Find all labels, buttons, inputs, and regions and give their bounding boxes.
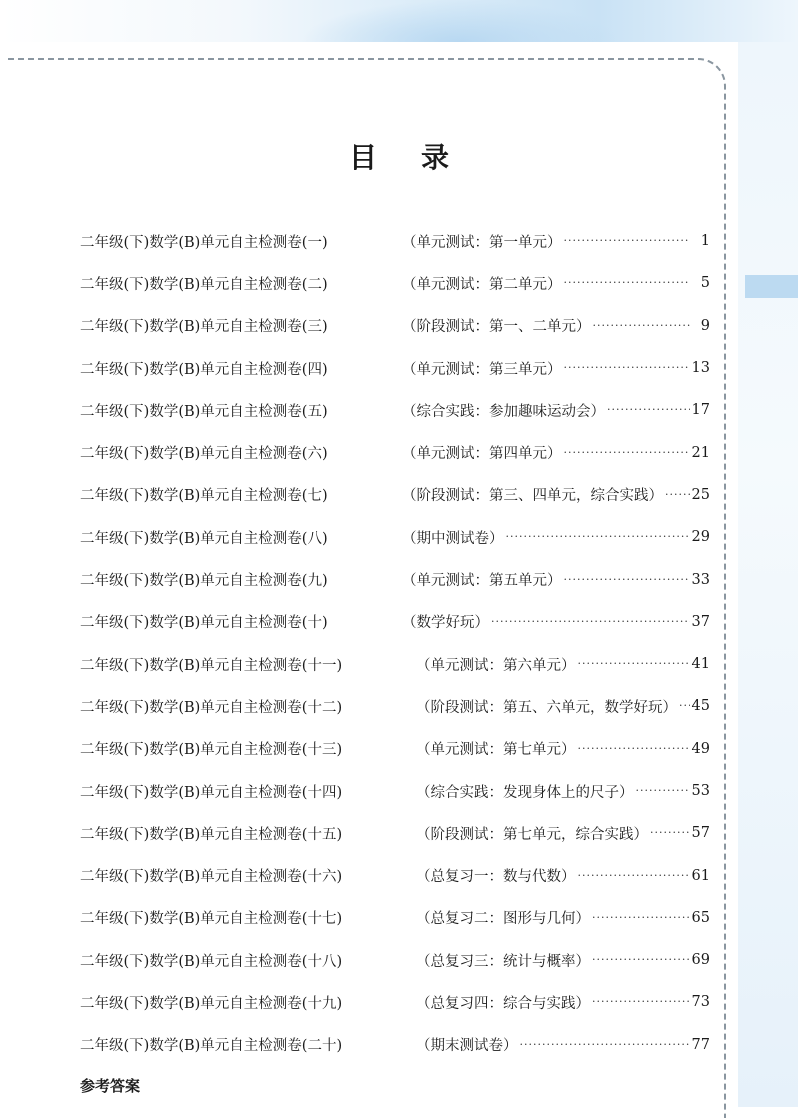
- toc-entry-title: 二年级(下)数学(B)单元自主检测卷(十六): [80, 869, 343, 886]
- toc-entry[interactable]: [80, 685, 710, 727]
- toc-entry[interactable]: [80, 728, 710, 770]
- toc-leader-dots: [592, 953, 690, 967]
- toc-entry-title: 二年级(下)数学(B)单元自主检测卷(六): [80, 446, 328, 463]
- toc-leader-dots: [636, 784, 690, 798]
- toc-entry-desc: （总复习一：数与代数）: [416, 869, 576, 886]
- toc-entry-title: 二年级(下)数学(B)单元自主检测卷(十): [80, 615, 328, 632]
- toc-entry-title: 二年级(下)数学(B)单元自主检测卷(十四): [80, 784, 343, 801]
- toc-entry-title: 二年级(下)数学(B)单元自主检测卷(二十): [80, 1038, 343, 1055]
- toc-entry-title: 二年级(下)数学(B)单元自主检测卷(五): [80, 403, 328, 420]
- toc-entry[interactable]: [80, 558, 710, 600]
- toc-entry[interactable]: [80, 854, 710, 896]
- toc-leader-dots: [564, 234, 691, 248]
- toc-entry[interactable]: [80, 389, 710, 431]
- toc-leader-dots: [650, 826, 690, 840]
- toc-entry-page: 17: [691, 402, 710, 419]
- toc-entry-page: 9: [700, 317, 710, 334]
- toc-entry-title: 二年级(下)数学(B)单元自主检测卷(十二): [80, 699, 343, 716]
- toc-entry-page: 77: [691, 1036, 710, 1053]
- toc-leader-dots: [607, 403, 690, 417]
- toc-entry-desc: （单元测试：第一单元）: [402, 234, 562, 251]
- toc-leader-dots: [578, 742, 690, 756]
- toc-entry-page: 29: [691, 529, 710, 546]
- toc-leader-dots: [564, 276, 691, 290]
- toc-entry-desc: （期末测试卷）: [416, 1038, 518, 1055]
- toc-entry-title: 二年级(下)数学(B)单元自主检测卷(十八): [80, 953, 343, 970]
- toc-entry-desc: （阶段测试：第五、六单元，数学好玩）: [416, 699, 677, 716]
- toc-entry-page: 73: [691, 994, 710, 1011]
- table-of-contents: [80, 220, 710, 1066]
- page-edge-strip: [738, 42, 798, 1107]
- toc-entry-page: 45: [691, 698, 710, 715]
- page-title: 目录: [348, 141, 493, 174]
- toc-entry-title: 二年级(下)数学(B)单元自主检测卷(十一): [80, 657, 343, 674]
- toc-entry-title: 二年级(下)数学(B)单元自主检测卷(三): [80, 319, 328, 336]
- toc-entry[interactable]: [80, 431, 710, 473]
- toc-entry-desc: （数学好玩）: [402, 615, 489, 632]
- toc-entry[interactable]: [80, 643, 710, 685]
- toc-leader-dots: [491, 615, 690, 629]
- toc-leader-dots: [578, 657, 690, 671]
- toc-leader-dots: [578, 869, 690, 883]
- toc-entry-desc: （阶段测试：第三、四单元，综合实践）: [402, 488, 663, 505]
- toc-entry[interactable]: [80, 305, 710, 347]
- toc-entry-page: 1: [700, 233, 710, 250]
- toc-entry-desc: （综合实践：参加趣味运动会）: [402, 403, 605, 420]
- toc-entry-page: 53: [691, 783, 710, 799]
- toc-entry-title: 二年级(下)数学(B)单元自主检测卷(二): [80, 276, 328, 293]
- page-edge-tab: [745, 275, 798, 298]
- toc-entry-desc: （期中测试卷）: [402, 530, 504, 547]
- toc-entry-desc: （单元测试：第七单元）: [416, 742, 576, 759]
- toc-entry-desc: （总复习三：统计与概率）: [416, 953, 590, 970]
- toc-entry-desc: （总复习二：图形与几何）: [416, 911, 590, 928]
- toc-leader-dots: [564, 361, 690, 375]
- toc-entry[interactable]: [80, 220, 710, 262]
- toc-entry-page: 5: [700, 275, 710, 292]
- toc-entry-title: 二年级(下)数学(B)单元自主检测卷(十九): [80, 995, 343, 1012]
- toc-entry-page: 13: [691, 360, 710, 377]
- toc-entry-title: 二年级(下)数学(B)单元自主检测卷(四): [80, 361, 328, 378]
- toc-entry-title: 二年级(下)数学(B)单元自主检测卷(十三): [80, 742, 343, 759]
- toc-entry-page: 57: [691, 825, 710, 842]
- banner-wave: [300, 0, 620, 42]
- answers-heading[interactable]: 参考答案: [80, 1077, 141, 1095]
- toc-entry-desc: （单元测试：第六单元）: [416, 657, 576, 674]
- toc-entry-page: 65: [691, 909, 710, 926]
- toc-entry-title: 二年级(下)数学(B)单元自主检测卷(九): [80, 573, 328, 590]
- toc-entry-page: 41: [691, 656, 710, 673]
- toc-leader-dots: [679, 699, 690, 713]
- toc-entry[interactable]: [80, 1024, 710, 1066]
- toc-entry[interactable]: [80, 516, 710, 558]
- toc-leader-dots: [593, 319, 691, 333]
- toc-entry-desc: （单元测试：第四单元）: [402, 446, 562, 463]
- toc-leader-dots: [506, 530, 690, 544]
- toc-entry-page: 49: [691, 740, 710, 757]
- toc-leader-dots: [592, 911, 690, 925]
- toc-entry-desc: （总复习四：综合与实践）: [416, 995, 590, 1012]
- header-banner: [0, 0, 798, 42]
- toc-leader-dots: [665, 488, 690, 502]
- toc-entry[interactable]: [80, 981, 710, 1023]
- toc-entry-title: 二年级(下)数学(B)单元自主检测卷(十七): [80, 911, 343, 928]
- toc-entry-desc: （阶段测试：第七单元，综合实践）: [416, 826, 648, 843]
- toc-entry[interactable]: [80, 474, 710, 516]
- toc-entry-page: 25: [691, 486, 710, 503]
- toc-entry-page: 69: [691, 952, 710, 969]
- toc-entry-title: 二年级(下)数学(B)单元自主检测卷(七): [80, 488, 328, 505]
- toc-entry-desc: （单元测试：第五单元）: [402, 573, 562, 590]
- toc-entry-page: 21: [691, 444, 710, 461]
- toc-entry[interactable]: [80, 939, 710, 981]
- toc-entry-page: 37: [691, 613, 710, 630]
- toc-entry-title: 二年级(下)数学(B)单元自主检测卷(十五): [80, 826, 343, 843]
- toc-leader-dots: [520, 1038, 690, 1052]
- toc-leader-dots: [564, 573, 690, 587]
- toc-entry[interactable]: [80, 812, 710, 854]
- toc-entry[interactable]: [80, 262, 710, 304]
- toc-entry[interactable]: [80, 897, 710, 939]
- toc-entry-desc: （单元测试：第三单元）: [402, 361, 562, 378]
- toc-entry[interactable]: [80, 347, 710, 389]
- toc-entry-title: 二年级(下)数学(B)单元自主检测卷(八): [80, 530, 328, 547]
- toc-entry-page: 33: [691, 571, 710, 588]
- toc-leader-dots: [564, 446, 690, 460]
- toc-entry-page: 61: [691, 867, 710, 884]
- toc-entry-desc: （单元测试：第二单元）: [402, 276, 562, 293]
- toc-entry-desc: （阶段测试：第一、二单元）: [402, 319, 591, 336]
- toc-leader-dots: [592, 995, 690, 1009]
- toc-entry[interactable]: [80, 601, 710, 643]
- toc-entry-title: 二年级(下)数学(B)单元自主检测卷(一): [80, 234, 328, 251]
- toc-entry[interactable]: [80, 770, 710, 812]
- toc-entry-desc: （综合实践：发现身体上的尺子）: [416, 784, 634, 801]
